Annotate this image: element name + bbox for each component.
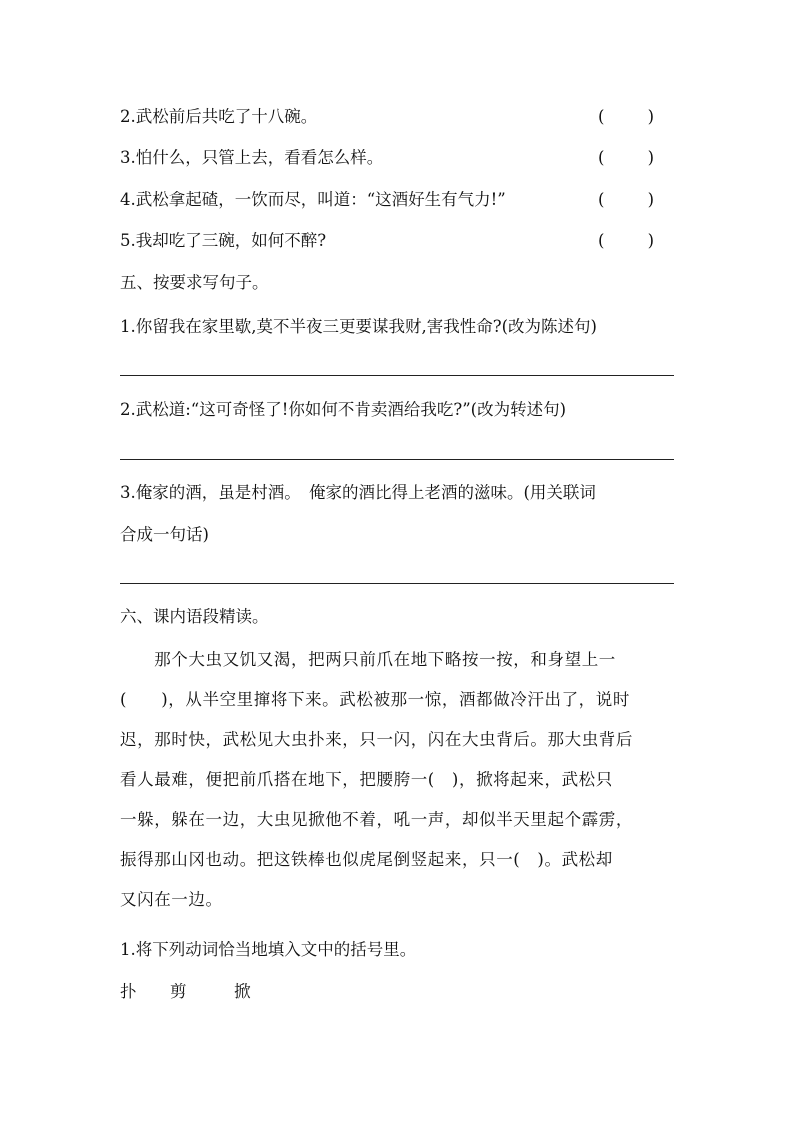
fill-question-1: 1.将下列动词恰当地填入文中的括号里。 [120, 940, 417, 959]
rewrite-question-2: 2.武松道:“这可奇怪了!你如何不肯卖酒给我吃?”(改为转述句) [120, 400, 567, 419]
section6-heading: 六、课内语段精读。 [120, 607, 269, 626]
section5-heading: 五、按要求写句子。 [120, 273, 269, 292]
passage-line: 振得那山冈也动。把这铁棒也似虎尾倒竖起来，只一( )。武松却 [120, 850, 613, 869]
judge-item-5: 5.我却吃了三碗，如何不醉? [120, 231, 327, 250]
word-option: 剪 [170, 982, 187, 1001]
passage-line: 迟，那时快，武松见大虫扑来，只一闪，闪在大虫背后。那大虫背后 [120, 730, 633, 749]
rewrite-question-3-line2: 合成一句话) [120, 525, 209, 544]
word-option: 掀 [234, 982, 251, 1001]
passage-line: 看人最难，便把前爪搭在地下，把腰胯一( )，掀将起来，武松只 [120, 770, 613, 789]
answer-parens-4[interactable]: ( ) [598, 190, 654, 209]
rewrite-question-3-line1: 3.俺家的酒，虽是村酒。 俺家的酒比得上老酒的滋味。(用关联词 [120, 483, 596, 502]
judge-item-4: 4.武松拿起碴，一饮而尽，叫道：“这酒好生有气力!” [120, 190, 506, 209]
judge-item-2: 2.武松前后共吃了十八碗。 [120, 107, 318, 126]
rewrite-question-1: 1.你留我在家里歇,莫不半夜三更要谋我财,害我性命?(改为陈述句) [120, 317, 597, 336]
passage-line: 一躲，躲在一边，大虫见掀他不着，吼一声，却似半天里起个霹雳， [120, 810, 633, 829]
word-option: 扑 [120, 982, 137, 1001]
passage-line: ( )，从半空里撺将下来。武松被那一惊，酒都做冷汗出了，说时 [120, 690, 630, 709]
judge-item-3: 3.怕什么，只管上去，看看怎么样。 [120, 148, 384, 167]
answer-line-1[interactable] [120, 375, 674, 376]
answer-line-3[interactable] [120, 583, 674, 584]
answer-parens-5[interactable]: ( ) [598, 231, 654, 250]
answer-parens-3[interactable]: ( ) [598, 148, 654, 167]
word-bank [120, 979, 251, 1005]
passage-line: 那个大虫又饥又渴，把两只前爪在地下略按一按，和身望上一 [120, 650, 616, 669]
answer-line-2[interactable] [120, 459, 674, 460]
answer-parens-2[interactable]: ( ) [598, 107, 654, 126]
passage-line: 又闪在一边。 [120, 890, 223, 909]
